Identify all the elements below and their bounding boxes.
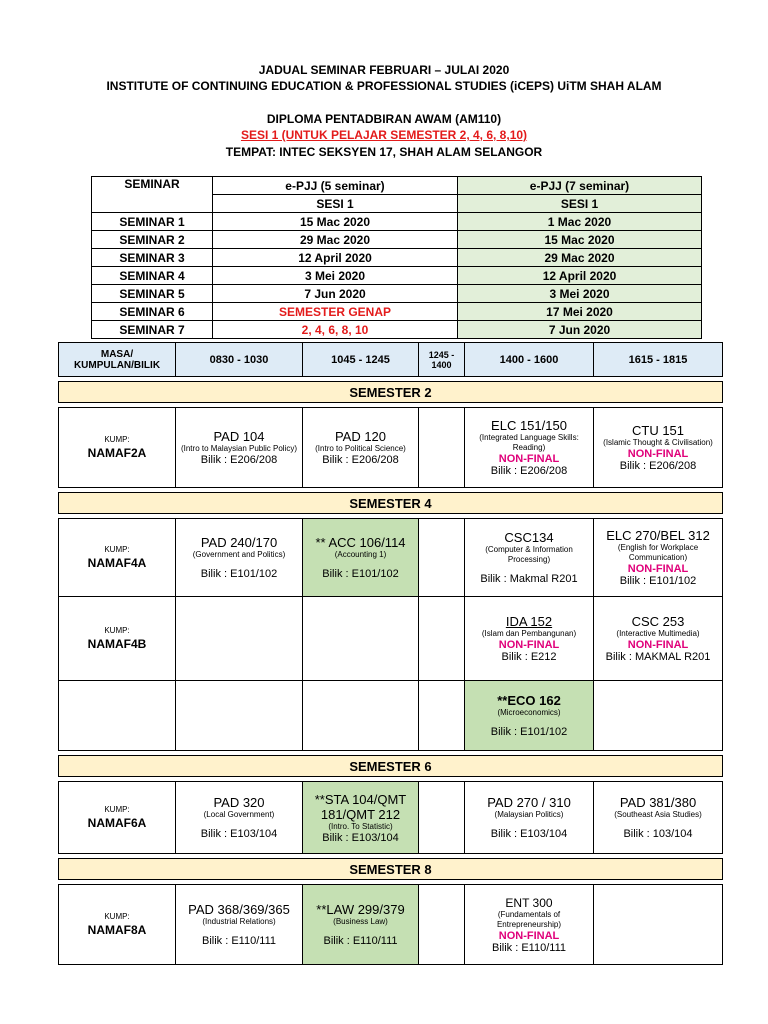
empty-cell: [59, 681, 176, 751]
time-slot-header: 1045 - 1245: [303, 343, 419, 377]
class-cell: [176, 519, 303, 597]
course-desc: (Malaysian Politics): [494, 810, 564, 819]
seminar-col-header: SEMINAR: [92, 177, 213, 213]
room: Bilik : E206/208: [490, 465, 568, 477]
non-final-badge: NON-FINAL: [627, 448, 689, 460]
seminar-name: SEMINAR 7: [92, 321, 213, 339]
group-code: NAMAF8A: [87, 923, 147, 937]
seminar-date-table: [91, 176, 702, 339]
course-code: ENT 300: [505, 895, 553, 910]
kump-label: KUMP:: [104, 805, 130, 814]
non-final-badge: NON-FINAL: [498, 453, 560, 465]
program-title: DIPLOMA PENTADBIRAN AWAM (AM110): [266, 112, 502, 126]
pjj7-date: 17 Mei 2020: [458, 303, 702, 321]
group-code: NAMAF2A: [87, 446, 147, 460]
room: Bilik : E101/102: [322, 568, 399, 580]
course-code: PAD 320: [213, 795, 265, 810]
room: Bilik : E206/208: [200, 454, 278, 466]
masa-header: MASA/ KUMPULAN/BILIK: [59, 343, 176, 377]
class-cell: [594, 597, 723, 681]
course-desc: (Fundamentals of Entrepreneurship): [496, 909, 562, 929]
seminar-row: [92, 213, 702, 231]
course-desc: (Intro to Malaysian Public Policy): [180, 444, 298, 453]
time-slot-header: 0830 - 1030: [176, 343, 303, 377]
pjj7-date: 3 Mei 2020: [458, 285, 702, 303]
seminar-row: [92, 231, 702, 249]
non-final-badge: NON-FINAL: [498, 929, 560, 942]
semester-band: SEMESTER 8: [59, 859, 723, 880]
course-desc: (Computer & Information Processing): [485, 545, 573, 564]
kump-label: KUMP:: [104, 912, 130, 921]
course-code: ELC 270/BEL 312: [606, 528, 710, 543]
empty-cell: [594, 885, 723, 965]
semester-band: SEMESTER 6: [59, 756, 723, 777]
room: Bilik : E110/111: [492, 941, 566, 954]
seminar-row: [92, 321, 702, 339]
room: Bilik : E103/104: [322, 831, 399, 844]
lunch-cell: [419, 681, 465, 751]
pjj7-date: 15 Mac 2020: [458, 231, 702, 249]
room: Bilik : Makmal R201: [480, 573, 578, 585]
room: Bilik : E101/102: [490, 726, 568, 738]
lunch-cell: [419, 519, 465, 597]
empty-cell: [176, 597, 303, 681]
class-cell: [465, 885, 594, 965]
pjj7-session: SESI 1: [458, 195, 702, 213]
semester-band: SEMESTER 2: [59, 382, 723, 403]
seminar-name: SEMINAR 5: [92, 285, 213, 303]
kump-label: KUMP:: [104, 545, 130, 554]
room: Bilik : E206/208: [322, 454, 399, 466]
course-desc: (Industrial Relations): [202, 917, 276, 926]
time-slot-header: 1615 - 1815: [594, 343, 723, 377]
pjj5-date: 15 Mac 2020: [213, 213, 458, 231]
course-code: **STA 104/QMT 181/QMT 212: [314, 791, 407, 822]
timetable-row: [59, 597, 723, 681]
lunch-cell: [419, 782, 465, 854]
empty-cell: [303, 681, 419, 751]
pjj5-date: 3 Mei 2020: [213, 267, 458, 285]
class-cell: [465, 681, 594, 751]
room: Bilik : E206/208: [619, 460, 697, 472]
room: Bilik : E101/102: [200, 568, 278, 580]
non-final-badge: NON-FINAL: [627, 639, 689, 651]
seminar-row: [92, 303, 702, 321]
session-note: SESI 1 (UNTUK PELAJAR SEMESTER 2, 4, 6, 8,10): [240, 128, 528, 142]
seminar-name: SEMINAR 1: [92, 213, 213, 231]
class-cell: [594, 408, 723, 488]
pjj7-date: 12 April 2020: [458, 267, 702, 285]
seminar-name: SEMINAR 2: [92, 231, 213, 249]
pjj7-date: 7 Jun 2020: [458, 321, 702, 339]
seminar-name: SEMINAR 6: [92, 303, 213, 321]
course-code: PAD 368/369/365: [188, 902, 290, 917]
semester-band: SEMESTER 4: [59, 493, 723, 514]
timetable-row: [59, 681, 723, 751]
pjj5-session: SESI 1: [213, 195, 458, 213]
course-code: CSC 253: [631, 614, 685, 629]
course-desc: (English for Workplace Communication): [617, 543, 699, 562]
room: Bilik : MAKMAL R201: [605, 651, 711, 663]
room: Bilik : E103/104: [490, 828, 568, 840]
course-code: CSC134: [504, 530, 554, 545]
timetable-row: [59, 885, 723, 965]
course-desc: (Microeconomics): [497, 708, 561, 717]
pjj5-col-header: e-PJJ (5 seminar): [213, 177, 458, 195]
timetable-row: [59, 782, 723, 854]
kump-label: KUMP:: [104, 435, 130, 444]
non-final-badge: NON-FINAL: [627, 563, 689, 575]
class-cell: [176, 408, 303, 488]
course-code: PAD 381/380: [619, 795, 697, 810]
seminar-name: SEMINAR 4: [92, 267, 213, 285]
class-cell: [465, 519, 594, 597]
non-final-badge: NON-FINAL: [498, 639, 560, 651]
course-desc: (Interactive Multimedia): [616, 629, 700, 638]
course-desc: (Local Government): [203, 810, 275, 819]
doc-title: JADUAL SEMINAR FEBRUARI – JULAI 2020: [258, 63, 510, 77]
group-code: NAMAF6A: [87, 816, 147, 830]
group-code: NAMAF4B: [87, 637, 147, 651]
class-cell: [465, 597, 594, 681]
course-desc: (Business Law): [333, 917, 388, 926]
course-code: IDA 152: [505, 614, 553, 629]
empty-cell: [176, 681, 303, 751]
time-slot-header: 1400 - 1600: [465, 343, 594, 377]
empty-cell: [594, 681, 723, 751]
lunch-cell: [419, 885, 465, 965]
group-cell: [59, 782, 176, 854]
room: Bilik : 103/104: [623, 828, 693, 840]
class-cell: [594, 782, 723, 854]
course-desc: (Intro to Political Science): [315, 444, 406, 453]
room: Bilik : E110/111: [323, 935, 398, 947]
class-cell: [303, 782, 419, 854]
room: Bilik : E212: [501, 651, 557, 663]
course-code: PAD 240/170: [200, 535, 278, 550]
course-desc: (Accounting 1): [334, 550, 387, 559]
pjj5-date: 29 Mac 2020: [213, 231, 458, 249]
class-cell: [303, 408, 419, 488]
seminar-row: [92, 285, 702, 303]
kump-label: KUMP:: [104, 626, 130, 635]
empty-cell: [303, 597, 419, 681]
course-desc: (Government and Politics): [192, 550, 286, 559]
room: Bilik : E103/104: [200, 828, 278, 840]
room: Bilik : E101/102: [619, 575, 697, 587]
class-cell: [465, 408, 594, 488]
timetable-row: [59, 519, 723, 597]
course-code: CTU 151: [631, 423, 685, 438]
group-cell: [59, 597, 176, 681]
lunch-slot-header: 1245 - 1400: [419, 343, 465, 377]
pjj7-date: 1 Mac 2020: [458, 213, 702, 231]
course-desc: (Integrated Language Skills: Reading): [479, 433, 579, 452]
class-cell: [303, 885, 419, 965]
course-code: **LAW 299/379: [316, 902, 405, 917]
course-code: PAD 104: [213, 429, 265, 444]
class-cell: [465, 782, 594, 854]
institute-name: INSTITUTE OF CONTINUING EDUCATION & PROFESSIONAL STUDIES (iCEPS) UiTM SHAH ALAM: [106, 79, 662, 93]
class-cell: [176, 782, 303, 854]
seminar-row: [92, 249, 702, 267]
class-timetable: [58, 342, 723, 965]
course-code: **ECO 162: [497, 693, 561, 708]
pjj5-date: SEMESTER GENAP: [213, 303, 458, 321]
lunch-cell: [419, 597, 465, 681]
lunch-cell: [419, 408, 465, 488]
course-desc: (Islamic Thought & Civilisation): [603, 438, 713, 447]
course-code: PAD 120: [334, 429, 387, 444]
group-cell: [59, 519, 176, 597]
pjj5-date: 7 Jun 2020: [213, 285, 458, 303]
group-cell: [59, 408, 176, 488]
class-cell: [176, 885, 303, 965]
class-cell: [303, 519, 419, 597]
seminar-row: [92, 267, 702, 285]
course-desc: (Intro. To Statistic): [328, 821, 393, 831]
course-code: ** ACC 106/114: [315, 535, 406, 550]
course-code: ELC 151/150: [491, 418, 567, 433]
timetable-row: [59, 408, 723, 488]
course-desc: (Southeast Asia Studies): [614, 810, 702, 819]
pjj5-date: 2, 4, 6, 8, 10: [213, 321, 458, 339]
room: Bilik : E110/111: [202, 935, 276, 947]
class-cell: [594, 519, 723, 597]
pjj5-date: 12 April 2020: [213, 249, 458, 267]
group-code: NAMAF4A: [87, 556, 147, 570]
course-desc: (Islam dan Pembangunan): [481, 629, 577, 638]
venue: TEMPAT: INTEC SEKSYEN 17, SHAH ALAM SELANGOR: [225, 145, 543, 159]
pjj7-date: 29 Mac 2020: [458, 249, 702, 267]
seminar-name: SEMINAR 3: [92, 249, 213, 267]
course-code: PAD 270 / 310: [487, 795, 571, 810]
pjj7-col-header: e-PJJ (7 seminar): [458, 177, 702, 195]
group-cell: [59, 885, 176, 965]
